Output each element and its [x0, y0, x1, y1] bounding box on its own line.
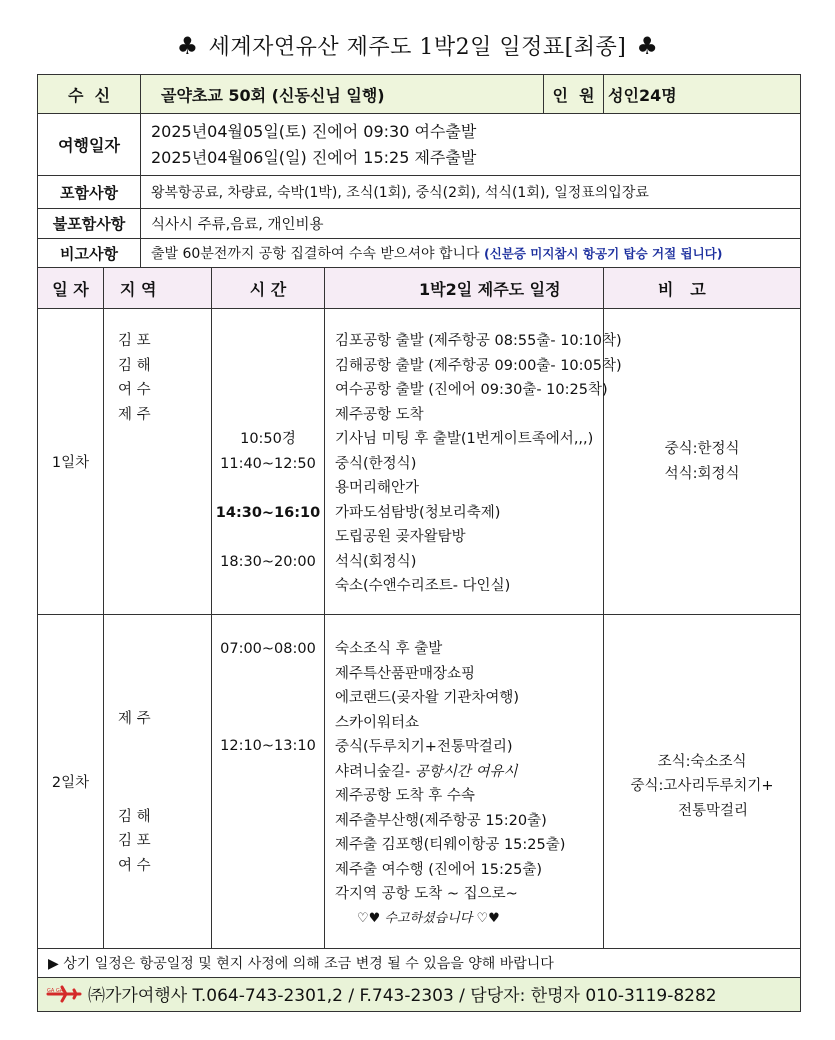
heart-outline-icon: ♡ — [357, 910, 369, 926]
schedule-item: 제주출부산행(제주항공 15:20출) — [335, 812, 547, 829]
travel-date-row — [38, 114, 801, 176]
title-text: 세계자연유산 제주도 1박2일 일정표[최종] — [208, 35, 627, 60]
note-item: 석식:회정식 — [664, 465, 740, 482]
people-value: 성인24명 — [604, 75, 801, 114]
region-item: 제 주 — [118, 406, 151, 423]
excluded-row — [38, 209, 801, 239]
travel-line-2: 2025년04월06일(일) 진에어 15:25 제주출발 — [151, 147, 477, 167]
time-item: 07:00~08:00 — [220, 641, 316, 657]
region-item: 여 수 — [118, 857, 151, 874]
schedule-item: 제주특산품판매장쇼핑 — [335, 665, 476, 682]
travel-date-label: 여행일자 — [38, 114, 141, 176]
footer-row — [38, 978, 801, 1012]
day2-notes — [604, 615, 801, 949]
schedule-item: 제주공항 도착 후 수속 — [335, 788, 475, 804]
excluded-text: 식사시 주류,음료, 개인비용 — [141, 209, 801, 239]
recipient-label: 수 신 — [38, 75, 141, 114]
region-item: 김 포 — [118, 333, 151, 349]
people-label: 인 원 — [544, 75, 604, 114]
farewell-line — [335, 907, 603, 932]
col-day: 일 자 — [38, 268, 104, 309]
remarks-text: 출발 60분전까지 공항 집결하여 수속 받으셔야 합니다 — [151, 246, 480, 262]
schedule-item: 스카이워터쇼 — [335, 714, 420, 731]
airplane-icon — [46, 985, 82, 1003]
included-label: 포함사항 — [38, 176, 141, 209]
schedule-item: 석식(회정식) — [335, 553, 417, 570]
schedule-item: 도립공원 곶자왈탐방 — [335, 529, 466, 545]
schedule-item: 김포공항 출발 (제주항공 08:55출- 10:10착) — [335, 333, 622, 349]
day2-row — [38, 615, 801, 949]
region-item: 여 수 — [118, 382, 151, 398]
col-note: 비 고 — [604, 268, 801, 309]
recipient-value: 골약초교 50회 (신동신님 일행) — [141, 75, 544, 114]
bottom-note: ▶ 상기 일정은 항공일정 및 현지 사정에 의해 조금 변경 될 수 있음을 양해 바랍니다 — [38, 949, 801, 978]
day2-schedule — [325, 615, 604, 949]
excluded-label: 불포함사항 — [38, 209, 141, 239]
farewell-text: 수고하셨습니다 — [384, 910, 473, 926]
region-item: 김 해 — [118, 357, 151, 374]
day2-label: 2일차 — [38, 615, 104, 949]
schedule-item: 제주출 김포행(티웨이항공 15:25출) — [335, 837, 566, 853]
schedule-item: 숙소(수앤수리조트- 다인실) — [335, 578, 511, 594]
day1-label: 1일차 — [38, 309, 104, 615]
remarks-warning: (신분증 미지참시 항공기 탑승 거절 됩니다) — [483, 246, 723, 261]
travel-line-1: 2025년04월05일(토) 진에어 09:30 여수출발 — [151, 121, 477, 141]
schedule-item: 여수공항 출발 (진에어 09:30출- 10:25착) — [335, 382, 608, 398]
schedule-item: 중식(한정식) — [335, 455, 417, 472]
schedule-item: 용머리해안가 — [335, 480, 420, 496]
forest-text: 샤려니숲길- — [335, 763, 411, 780]
club-icon: ♣ — [636, 32, 659, 60]
note-item: 중식:한정식 — [664, 441, 740, 457]
schedule-item: 각지역 공항 도착 ~ 집으로~ — [335, 886, 518, 902]
heart-icon: ♥ — [368, 910, 381, 926]
day1-notes — [604, 309, 801, 615]
forest-note: 공항시간 여유시 — [414, 763, 518, 780]
schedule-item: 에코랜드(곶자왈 기관차여행) — [335, 690, 520, 706]
heart-icon: ♥ — [488, 910, 500, 926]
col-region: 지 역 — [104, 268, 212, 309]
club-icon: ♣ — [176, 32, 199, 60]
logo-text: GA GA — [47, 987, 64, 994]
schedule-item: 가파도섬탐방(청보리축제) — [335, 504, 501, 521]
schedule-item-forest — [335, 760, 603, 785]
region-item: 제 주 — [118, 711, 151, 727]
schedule-item: 김해공항 출발 (제주항공 09:00출- 10:05착) — [335, 357, 622, 374]
time-item: 18:30~20:00 — [220, 553, 316, 570]
recipient-row — [38, 75, 801, 114]
note-item: 중식:고사리두루치기+ — [630, 778, 774, 795]
remarks-label: 비고사항 — [38, 239, 141, 268]
note-item: 조식:숙소조식 — [657, 753, 747, 770]
heart-outline-icon: ♡ — [476, 910, 489, 926]
day2-regions — [104, 615, 212, 949]
col-time: 시 간 — [212, 268, 325, 309]
page-title — [0, 30, 835, 61]
time-item: 11:40~12:50 — [220, 455, 316, 472]
note-item: 전통막걸리 — [678, 802, 749, 819]
schedule-item: 제주출 여수행 (진에어 15:25출) — [335, 861, 542, 878]
schedule-item: 중식(두루치기+전통막걸리) — [335, 739, 513, 755]
col-schedule: 1박2일 제주도 일정 — [325, 268, 604, 309]
day1-regions — [104, 309, 212, 615]
schedule-item: 제주공항 도착 — [335, 406, 424, 423]
included-row — [38, 176, 801, 209]
itinerary-table — [37, 74, 801, 1012]
bottom-note-row — [38, 949, 801, 978]
region-item: 김 해 — [118, 808, 151, 825]
footer-text: ㈜가가여행사 T.064-743-2301,2 / F.743-2303 / 담당자: 한명자 010-3119-8282 — [88, 986, 717, 1007]
time-item: 10:50경 — [240, 431, 296, 447]
day1-times — [212, 309, 325, 615]
time-item: 14:30~16:10 — [215, 504, 321, 521]
column-header-row — [38, 268, 801, 309]
schedule-item: 기사님 미팅 후 출발(1번게이트족에서,,,) — [335, 431, 594, 447]
time-item: 12:10~13:10 — [220, 737, 316, 754]
schedule-item: 숙소조식 후 출발 — [335, 641, 443, 657]
day1-row — [38, 309, 801, 615]
company-logo — [46, 985, 82, 1008]
included-text: 왕복항공료, 차량료, 숙박(1박), 조식(1회), 중식(2회), 석식(1회), 일정표의입장료 — [141, 176, 801, 209]
region-item: 김 포 — [118, 833, 151, 849]
day1-schedule — [325, 309, 622, 615]
remarks-row — [38, 239, 801, 268]
day2-times — [212, 615, 325, 949]
